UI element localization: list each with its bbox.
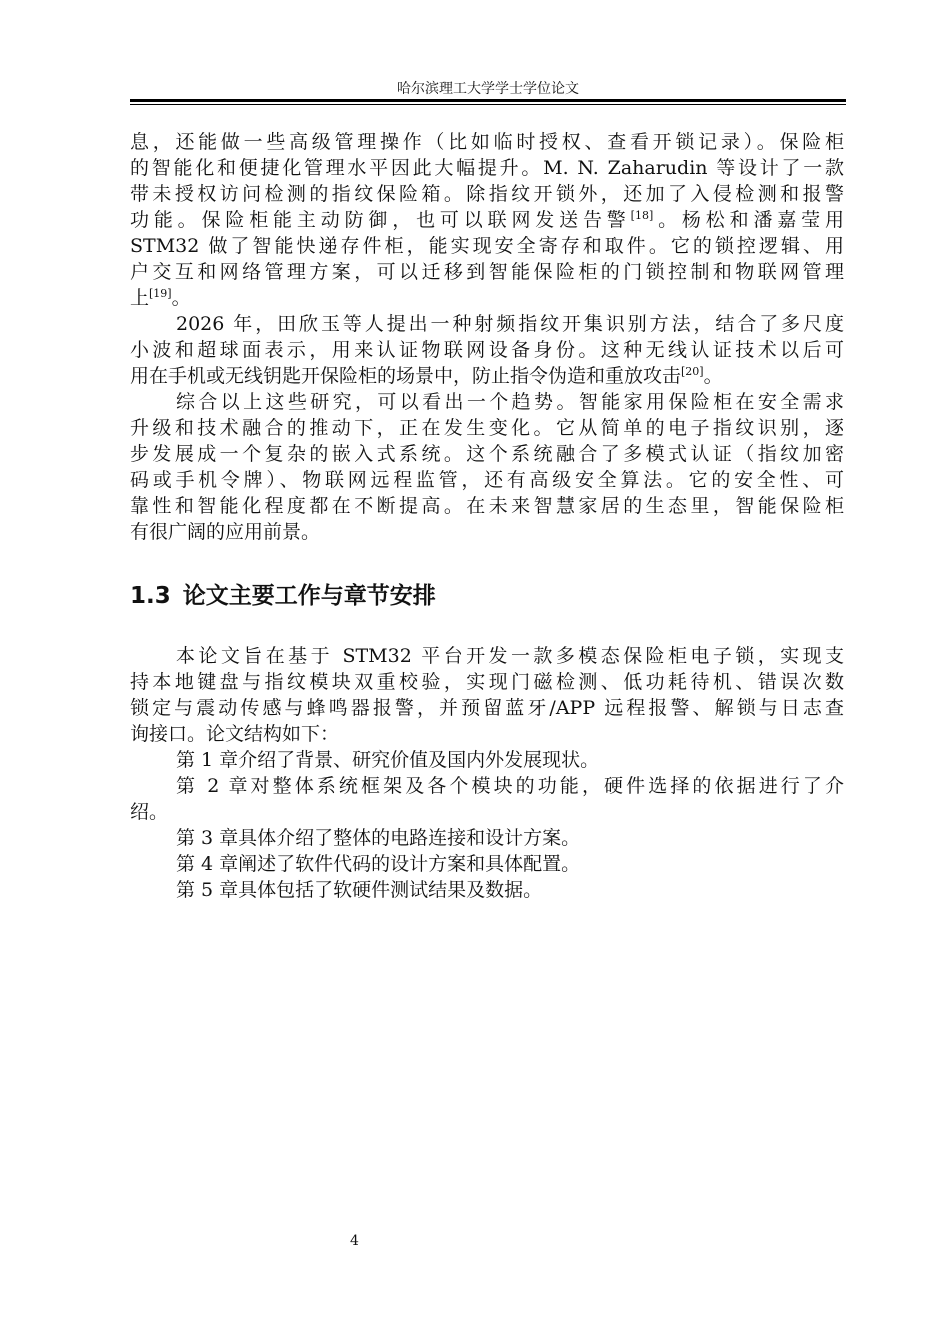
text-line (130, 721, 844, 747)
line-text: 本论文旨在基于 STM32 平台开发一款多模态保险柜电子锁，实现支 (176, 645, 844, 667)
line-text: STM32 做了智能快递存件柜，能实现安全寄存和取件。它的锁控逻辑、用 (130, 235, 844, 257)
section-title: 论文主要工作与章节安排 (182, 583, 436, 609)
line-text-after-citation: 。 (171, 287, 191, 309)
text-line (130, 441, 844, 467)
text-line (130, 259, 844, 285)
running-header: 哈尔滨理工大学学士学位论文 (397, 81, 579, 97)
paragraph (130, 311, 844, 389)
header-rule-thick (130, 99, 846, 102)
paragraph (130, 389, 844, 545)
page-body (130, 129, 844, 903)
text-line (130, 233, 844, 259)
text-line (130, 695, 844, 721)
text-line (130, 363, 844, 389)
line-text: 息，还能做一些高级管理操作（比如临时授权、查看开锁记录）。保险柜 (130, 131, 844, 153)
citation-ref: [18] (630, 209, 654, 222)
line-text: 第 1 章介绍了背景、研究价值及国内外发展现状。 (176, 749, 600, 771)
line-text: 功能。保险柜能主动防御，也可以联网发送告警 (130, 209, 631, 231)
body-text-after-section (130, 643, 844, 903)
line-text: 有很广阔的应用前景。 (130, 521, 321, 543)
text-line (130, 773, 844, 799)
line-text: 带未授权访问检测的指纹保险箱。除指纹开锁外，还加了入侵检测和报警 (130, 183, 844, 205)
paragraph (130, 851, 844, 877)
text-line (130, 825, 844, 851)
text-line (130, 877, 844, 903)
text-line (130, 285, 844, 311)
text-line (130, 311, 844, 337)
line-text: 询接口。论文结构如下： (130, 723, 340, 745)
text-line (130, 851, 844, 877)
paragraph (130, 825, 844, 851)
line-text: 码或手机令牌）、物联网远程监管，还有高级安全算法。它的安全性、可 (130, 469, 844, 491)
line-text: 户交互和网络管理方案，可以迁移到智能保险柜的门锁控制和物联网管理 (130, 261, 844, 283)
paragraph (130, 129, 844, 311)
text-line (130, 337, 844, 363)
line-text: 升级和技术融合的推动下，正在发生变化。它从简单的电子指纹识别，逐 (130, 417, 844, 439)
line-text: 绍。 (130, 801, 169, 823)
text-line (130, 643, 844, 669)
section-number: 1.3 (130, 583, 171, 609)
line-text: 综合以上这些研究，可以看出一个趋势。智能家用保险柜在安全需求 (176, 391, 844, 413)
text-line (130, 519, 844, 545)
line-text: 第 4 章阐述了软件代码的设计方案和具体配置。 (176, 853, 581, 875)
line-text-after-citation: 。杨松和潘嘉莹用 (653, 209, 844, 231)
text-line (130, 467, 844, 493)
paragraph (130, 773, 844, 825)
line-text: 的智能化和便捷化管理水平因此大幅提升。M. N. Zaharudin 等设计了一款 (130, 157, 844, 179)
text-line (130, 415, 844, 441)
line-text: 锁定与震动传感与蜂鸣器报警，并预留蓝牙/APP 远程报警、解锁与日志查 (130, 697, 844, 719)
text-line (130, 207, 844, 233)
paragraph (130, 877, 844, 903)
citation-ref: [19] (149, 287, 172, 300)
line-text: 持本地键盘与指纹模块双重校验，实现门磁检测、低功耗待机、错误次数 (130, 671, 844, 693)
line-text-after-citation: 。 (703, 365, 723, 387)
line-text: 第 3 章具体介绍了整体的电路连接和设计方案。 (176, 827, 581, 849)
line-text: 用在手机或无线钥匙开保险柜的场景中，防止指令伪造和重放攻击 (130, 365, 682, 387)
text-line (130, 181, 844, 207)
text-line (130, 155, 844, 181)
paragraph (130, 643, 844, 747)
text-line (130, 389, 844, 415)
text-line (130, 799, 844, 825)
header-rule-thin (130, 104, 846, 105)
line-text: 2026 年，田欣玉等人提出一种射频指纹开集识别方法，结合了多尺度 (176, 313, 844, 335)
text-line (130, 129, 844, 155)
text-line (130, 669, 844, 695)
text-line (130, 747, 844, 773)
paragraph (130, 747, 844, 773)
section-heading (130, 581, 844, 611)
line-text: 第 5 章具体包括了软硬件测试结果及数据。 (176, 879, 543, 901)
line-text: 上 (130, 287, 150, 309)
line-text: 小波和超球面表示，用来认证物联网设备身份。这种无线认证技术以后可 (130, 339, 844, 361)
citation-ref: [20] (681, 365, 704, 378)
line-text: 第 2 章对整体系统框架及各个模块的功能，硬件选择的依据进行了介 (176, 775, 844, 797)
line-text: 靠性和智能化程度都在不断提高。在未来智慧家居的生态里，智能保险柜 (130, 495, 844, 517)
page-number: 4 (350, 1233, 359, 1249)
text-line (130, 493, 844, 519)
line-text: 步发展成一个复杂的嵌入式系统。这个系统融合了多模式认证（指纹加密 (130, 443, 844, 465)
body-text-before-section (130, 129, 844, 545)
